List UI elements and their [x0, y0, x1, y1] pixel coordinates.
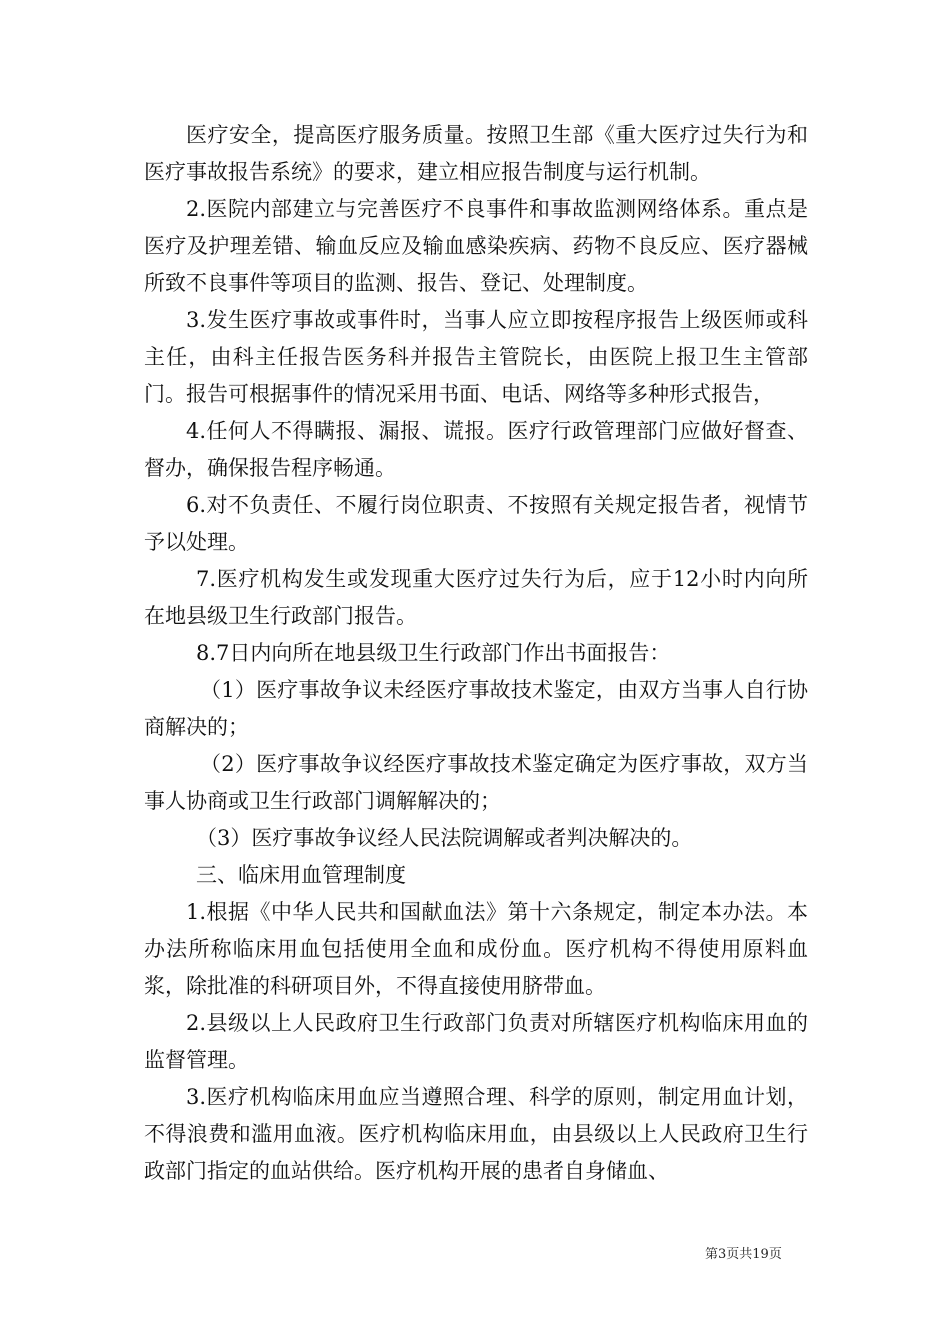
paragraph-9: 2.县级以上人民政府卫生行政部门负责对所辖医疗机构临床用血的监督管理。: [144, 1011, 808, 1072]
list-item-2: （2）医疗事故争议经医疗事故技术鉴定确定为医疗事故，双方当事人协商或卫生行政部门调解解决的；: [144, 752, 808, 813]
document-body: [144, 117, 808, 1190]
paragraph-3: 3.发生医疗事故或事件时，当事人应立即按程序报告上级医师或科主任，由科主任报告医务科并报告主管院长，由医院上报卫生主管部门。报告可根据事件的情况采用书面、电话、网络等多种形式报告，: [144, 308, 808, 406]
list-item-1: （1）医疗事故争议未经医疗事故技术鉴定，由双方当事人自行协商解决的；: [144, 678, 808, 739]
paragraph-5: 6.对不负责任、不履行岗位职责、不按照有关规定报告者，视情节予以处理。: [144, 493, 808, 554]
list-item-3: （3）医疗事故争议经人民法院调解或者判决解决的。: [196, 826, 693, 850]
paragraph-4: 4.任何人不得瞒报、漏报、谎报。医疗行政管理部门应做好督查、督办，确保报告程序畅通。: [144, 419, 808, 480]
page-number: 第3页共19页: [705, 1247, 782, 1262]
paragraph-8: 1.根据《中华人民共和国献血法》第十六条规定，制定本办法。本办法所称临床用血包括使用全血和成份血。医疗机构不得使用原料血浆，除批准的科研项目外，不得直接使用脐带血。: [144, 900, 808, 998]
paragraph-6: 7.医疗机构发生或发现重大医疗过失行为后，应于12小时内向所在地县级卫生行政部门报告。: [144, 567, 808, 628]
paragraph-10: 3.医疗机构临床用血应当遵照合理、科学的原则，制定用血计划，不得浪费和滥用血液。医疗机构临床用血，由县级以上人民政府卫生行政部门指定的血站供给。医疗机构开展的患者自身储血、: [144, 1085, 808, 1183]
paragraph-7: 8.7日内向所在地县级卫生行政部门作出书面报告：: [196, 641, 671, 665]
paragraph-1: 医疗安全，提高医疗服务质量。按照卫生部《重大医疗过失行为和医疗事故报告系统》的要求，建立相应报告制度与运行机制。: [144, 123, 808, 184]
section-heading: 三、临床用血管理制度: [196, 863, 406, 887]
paragraph-2: 2.医院内部建立与完善医疗不良事件和事故监测网络体系。重点是医疗及护理差错、输血反应及输血感染疾病、药物不良反应、医疗器械所致不良事件等项目的监测、报告、登记、处理制度。: [144, 197, 808, 295]
